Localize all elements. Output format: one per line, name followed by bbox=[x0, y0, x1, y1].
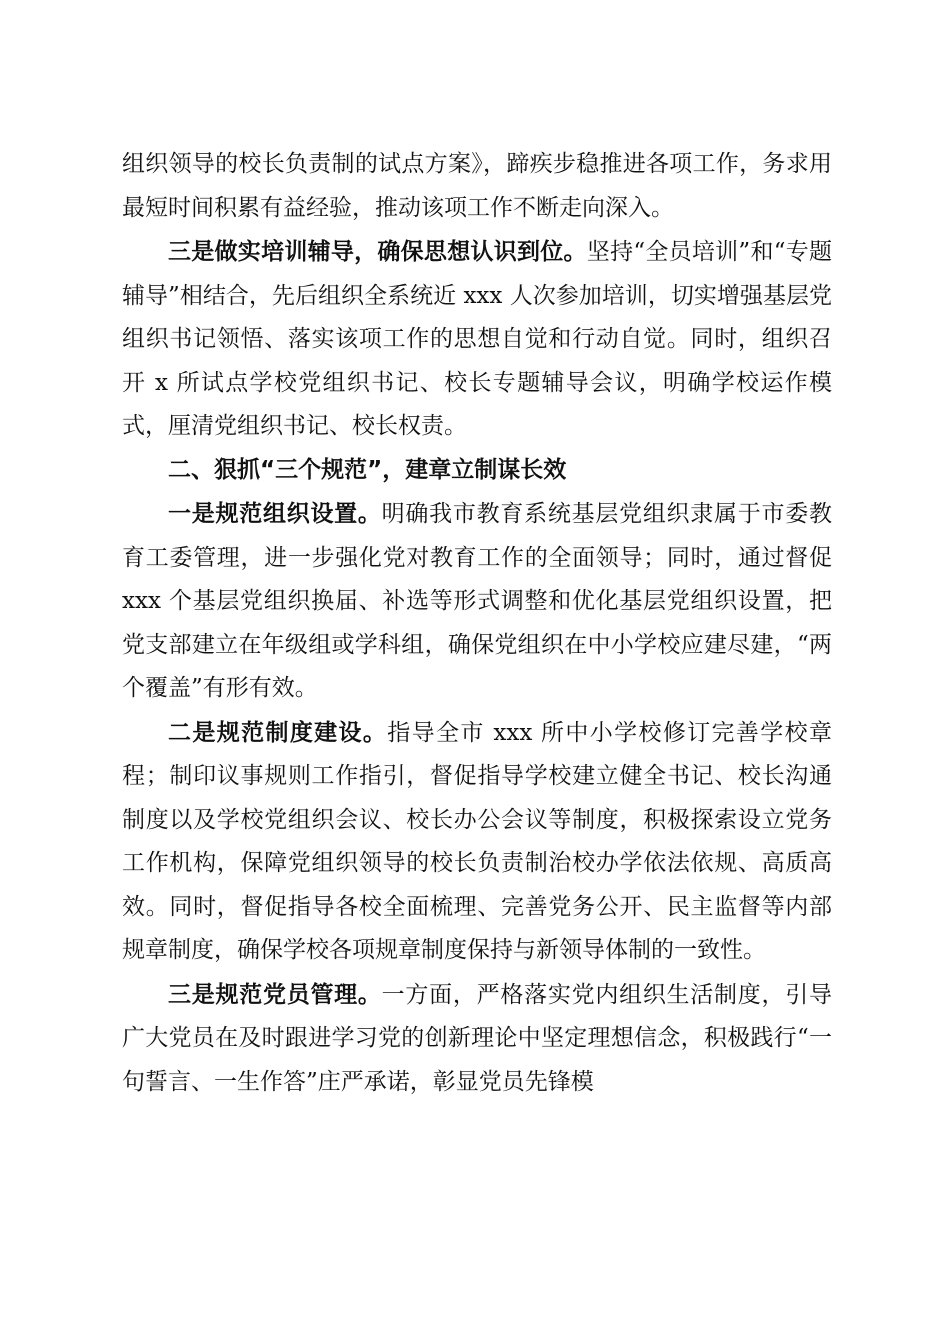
document-body bbox=[122, 143, 832, 1104]
paragraph-system bbox=[122, 711, 832, 973]
paragraph-lead: 三是规范党员管理。 bbox=[168, 980, 382, 1008]
paragraph-text: 坚持“全员培训”和“专题辅导”相结合，先后组织全系统近 xxx 人次参加培训，切实增强基层党组织书记领悟、落实该项工作的思想自觉和行动自觉。同时，组织召开 x 所试点学校党组织书记、校长专题辅导会议，明确学校运作模式，厘清党组织书记、校长权责。 bbox=[122, 239, 832, 439]
section-heading: 二、狠抓“三个规范”，建章立制谋长效 bbox=[168, 456, 567, 483]
paragraph-text: 组织领导的校长负责制的试点方案》，蹄疾步稳推进各项工作，务求用最短时间积累有益经验，推动该项工作不断走向深入。 bbox=[122, 151, 832, 221]
paragraph-text: 指导全市 xxx 所中小学校修订完善学校章程；制印议事规则工作指引，督促指导学校建立健全书记、校长沟通制度以及学校党组织会议、校长办公会议等制度，积极探索设立党务工作机构，保障党组织领导的校长负责制治校办学依法依规、高质高效。同时，督促指导各校全面梳理、完善党务公开、民主监督等内部规章制度，确保学校各项规章制度保持与新领导体制的一致性。 bbox=[122, 719, 832, 963]
paragraph-continuation bbox=[122, 143, 832, 230]
paragraph-training bbox=[122, 230, 832, 449]
paragraph-members bbox=[122, 973, 832, 1105]
paragraph-text: 明确我市教育系统基层党组织隶属于市委教育工委管理，进一步强化党对教育工作的全面领导；同时，通过督促 xxx 个基层党组织换届、补选等形式调整和优化基层党组织设置，把党支部建立在年级组或学科组，确保党组织在中小学校应建尽建，“两个覆盖”有形有效。 bbox=[122, 501, 833, 701]
paragraph-lead: 二是规范制度建设。 bbox=[168, 718, 388, 746]
paragraph-text: 一方面，严格落实党内组织生活制度，引导广大党员在及时跟进学习党的创新理论中坚定理想信念，积极践行“一句誓言、一生作答”庄严承诺，彰显党员先锋模 bbox=[122, 981, 833, 1095]
paragraph-lead: 一是规范组织设置。 bbox=[168, 500, 382, 527]
paragraph-organization bbox=[122, 492, 832, 711]
paragraph-lead: 三是做实培训辅导，确保思想认识到位。 bbox=[168, 238, 587, 265]
